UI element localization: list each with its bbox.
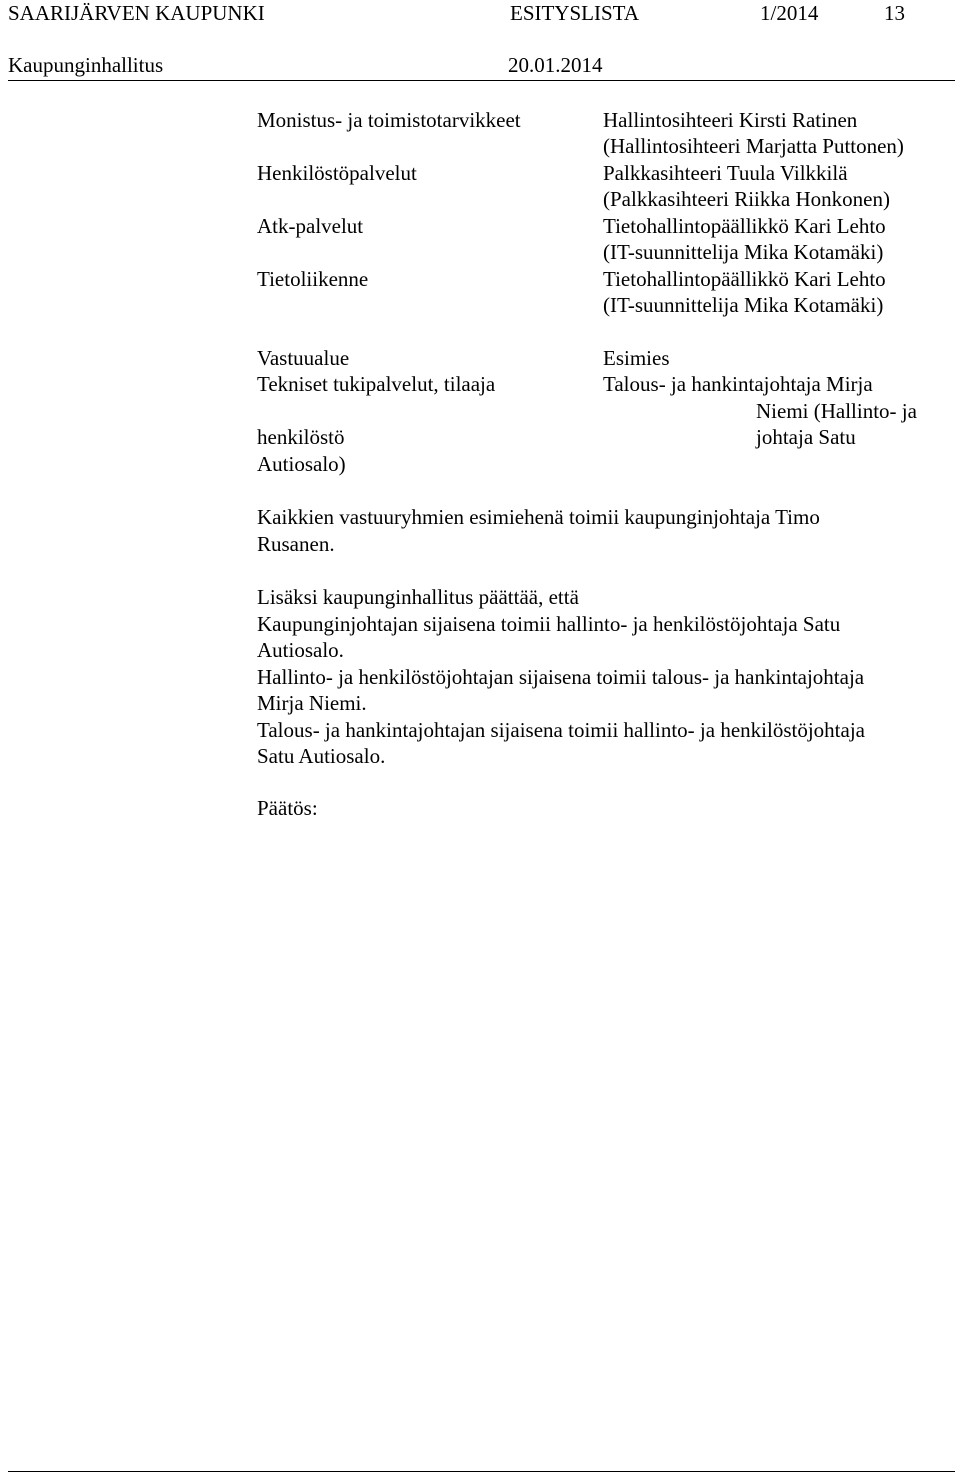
page-number: 13 [884,1,905,25]
substitute-cell: (Palkkasihteeri Riikka Honkonen) [603,187,890,211]
paragraph-line: Mirja Niemi. [257,691,367,715]
paragraph-line: Kaupunginjohtajan sijaisena toimii hallinto- ja henkilöstöjohtaja Satu [257,611,841,636]
paragraph-line: Lisäksi kaupunginhallitus päättää, että [257,585,579,609]
person-cell: Tietohallintopäällikkö Kari Lehto [603,214,886,238]
esimies-header: Esimies [603,346,670,370]
substitute-cell: (Hallintosihteeri Marjatta Puttonen) [603,134,904,158]
person-cell: Tietohallintopäällikkö Kari Lehto [603,267,886,291]
document-type: ESITYSLISTA [510,1,639,25]
area-cell-continued: Autiosalo) [257,452,346,476]
area-cell: Atk-palvelut [257,214,364,238]
paragraph-line: Kaikkien vastuuryhmien esimiehenä toimii kaupunginjohtaja Timo [257,505,820,529]
vastuualue-header: Vastuualue [257,346,350,370]
paragraph-decision-substitutes [257,584,937,770]
area-cell: Tekniset tukipalvelut, tilaaja [257,372,496,396]
area-cell: Monistus- ja toimistotarvikkeet [257,108,521,132]
paragraph-line: Satu Autiosalo. [257,744,386,768]
supervisor-cell: Talous- ja hankintajohtaja Mirja [603,372,873,396]
footer-divider [8,1471,955,1472]
person-cell: Palkkasihteeri Tuula Vilkkilä [603,161,848,185]
substitute-cell: (IT-suunnittelija Mika Kotamäki) [603,293,884,317]
area-cell: Henkilöstöpalvelut [257,161,417,185]
substitute-cell: (IT-suunnittelija Mika Kotamäki) [603,240,884,264]
meeting-date: 20.01.2014 [508,53,603,77]
document-number: 1/2014 [760,1,819,25]
header-divider [8,80,955,81]
paragraph-supervisors [257,504,937,557]
paragraph-line: Hallinto- ja henkilöstöjohtajan sijaisena toimii talous- ja hankintajohtaja [257,664,865,689]
paragraph-line: Talous- ja hankintajohtajan sijaisena toimii hallinto- ja henkilöstöjohtaja [257,717,865,742]
supervisor-cell-continued: Niemi (Hallinto- ja [756,399,917,423]
supervisor-cell-continued: johtaja Satu [756,425,856,449]
body-name: Kaupunginhallitus [8,53,164,77]
organization-name: SAARIJÄRVEN KAUPUNKI [8,1,265,25]
decision-label: Päätös: [257,796,318,820]
paragraph-line: Rusanen. [257,531,335,556]
area-cell-continued: henkilöstö [257,425,345,449]
area-cell: Tietoliikenne [257,267,369,291]
paragraph-line: Autiosalo. [257,638,344,662]
person-cell: Hallintosihteeri Kirsti Ratinen [603,108,858,132]
